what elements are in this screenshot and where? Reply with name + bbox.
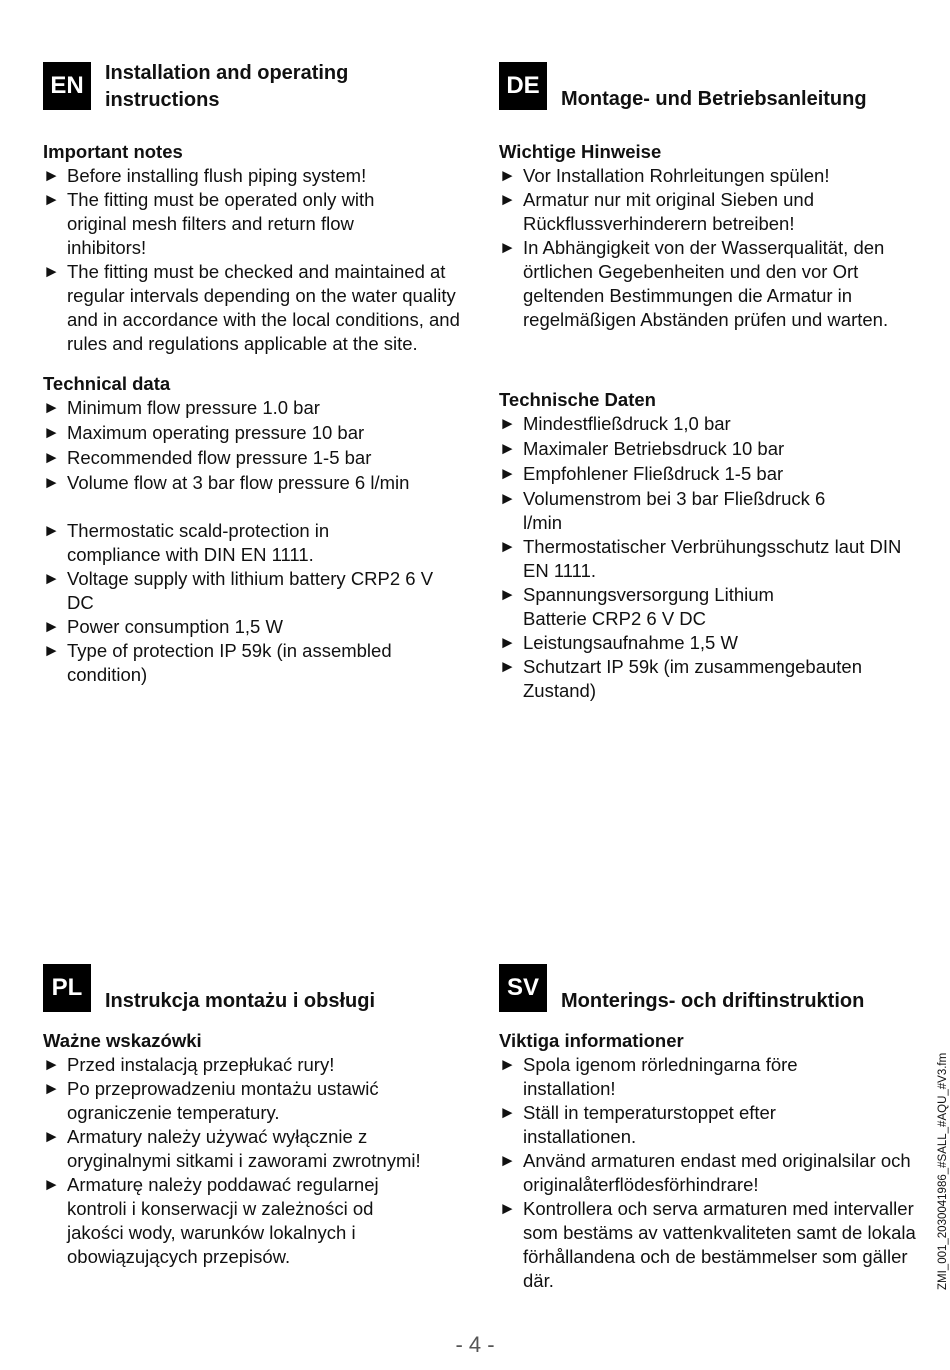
list-item: ► Spola igenom rörledningarna före installation! [499,1053,843,1101]
tech-list [43,396,463,495]
list-item: ► Mindestfließdruck 1,0 bar [499,412,919,436]
notes-list [499,164,919,332]
list-item: ► Voltage supply with lithium battery CRP2 6 V DC [43,567,447,615]
list-item: ► Power consumption 1,5 W [43,615,463,639]
list-item: ► The fitting must be checked and maintained at regular intervals depending on the water quality and in accordance with the local conditions, and rules and regulations applicable at the site. [43,260,477,356]
list-item: ► Przed instalacją przepłukać rury! [43,1053,463,1077]
notes-heading: Wichtige Hinweise [499,141,662,162]
section-title: Instrukcja montażu i obsługi [105,990,376,1012]
list-item: ► Använd armaturen endast med originalsilar och originalåterflödesförhindrare! [499,1149,933,1197]
list-item: ► Recommended flow pressure 1-5 bar [43,446,463,470]
list-item: ► Maximum operating pressure 10 bar [43,421,463,445]
section-sv [499,964,919,1293]
list-item: ► Schutzart IP 59k (im zusammengebauten Zustand) [499,655,923,703]
list-item: ► Type of protection IP 59k (in assembled condition) [43,639,437,687]
list-item: ► Volumenstrom bei 3 bar Fließdruck 6 l/min [499,487,853,535]
list-item: ► Armatury należy używać wyłącznie z oryginalnymi sitkami i zaworami zwrotnymi! [43,1125,467,1173]
list-item: ► Armaturę należy poddawać regularnej kontroli i konserwacji w zależności od jakości wody, warunków lokalnych i obowiązujących przepisów. [43,1173,427,1269]
notes-list [499,1053,919,1293]
list-item: ► Maximaler Betriebsdruck 10 bar [499,437,919,461]
section-title: Monterings- och driftinstruktion [561,990,865,1012]
list-item: ► Vor Installation Rohrleitungen spülen! [499,164,919,188]
notes-list [43,164,463,356]
list-item: ► Volume flow at 3 bar flow pressure 6 l/min [43,471,463,495]
section-header [43,62,463,122]
tech-list [499,412,919,703]
section-pl [43,964,463,1269]
section-header [499,964,919,1024]
list-item: ► Thermostatischer Verbrühungsschutz laut DIN EN 1111. [499,535,928,583]
section-title: Installation and operating instructions [105,62,349,111]
list-item: ► Before installing flush piping system! [43,164,463,188]
section-header [43,964,463,1024]
tech-list-2 [43,519,463,687]
section-header [499,62,919,122]
notes-heading: Ważne wskazówki [43,1030,202,1051]
list-item: ► Empfohlener Fließdruck 1-5 bar [499,462,919,486]
notes-list [43,1053,463,1269]
notes-heading: Viktiga informationer [499,1030,684,1051]
language-badge-en: EN [43,62,91,110]
document-id: ZMI_001_2030041986_#SALL_#AQU_#V3.fm [937,1052,949,1290]
list-item: ► Po przeprowadzeniu montażu ustawić ograniczenie temperatury. [43,1077,447,1125]
language-badge-pl: PL [43,964,91,1012]
language-badge-de: DE [499,62,547,110]
list-item: ► In Abhängigkeit von der Wasserqualität, den örtlichen Gegebenheiten und den vor Ort geltenden Bestimmungen die Armatur in regelmäßigen Abständen prüfen und warten. [499,236,933,332]
list-item: ► Thermostatic scald-protection in compliance with DIN EN 1111. [43,519,367,567]
page-number: - 4 - [455,1332,495,1357]
tech-heading: Technische Daten [499,389,656,410]
tech-heading: Technical data [43,373,171,394]
list-item: ► Minimum flow pressure 1.0 bar [43,396,463,420]
list-item: ► The fitting must be operated only with original mesh filters and return flow inhibitors! [43,188,407,260]
list-item: ► Ställ in temperaturstoppet efter installationen. [499,1101,823,1149]
section-title: Montage- und Betriebsanleitung [561,88,867,110]
notes-heading: Important notes [43,141,183,162]
section-de [499,62,919,703]
list-item: ► Leistungsaufnahme 1,5 W [499,631,919,655]
section-en [43,62,463,687]
language-badge-sv: SV [499,964,547,1012]
list-item: ► Armatur nur mit original Sieben und Rückflussverhinderern betreiben! [499,188,863,236]
list-item: ► Kontrollera och serva armaturen med intervaller som bestäms av vattenkvaliteten samt de lokala förhållandena och de bestämmelser som gäller där. [499,1197,933,1293]
list-item: ► Spannungsversorgung Lithium Batterie CRP2 6 V DC [499,583,813,631]
